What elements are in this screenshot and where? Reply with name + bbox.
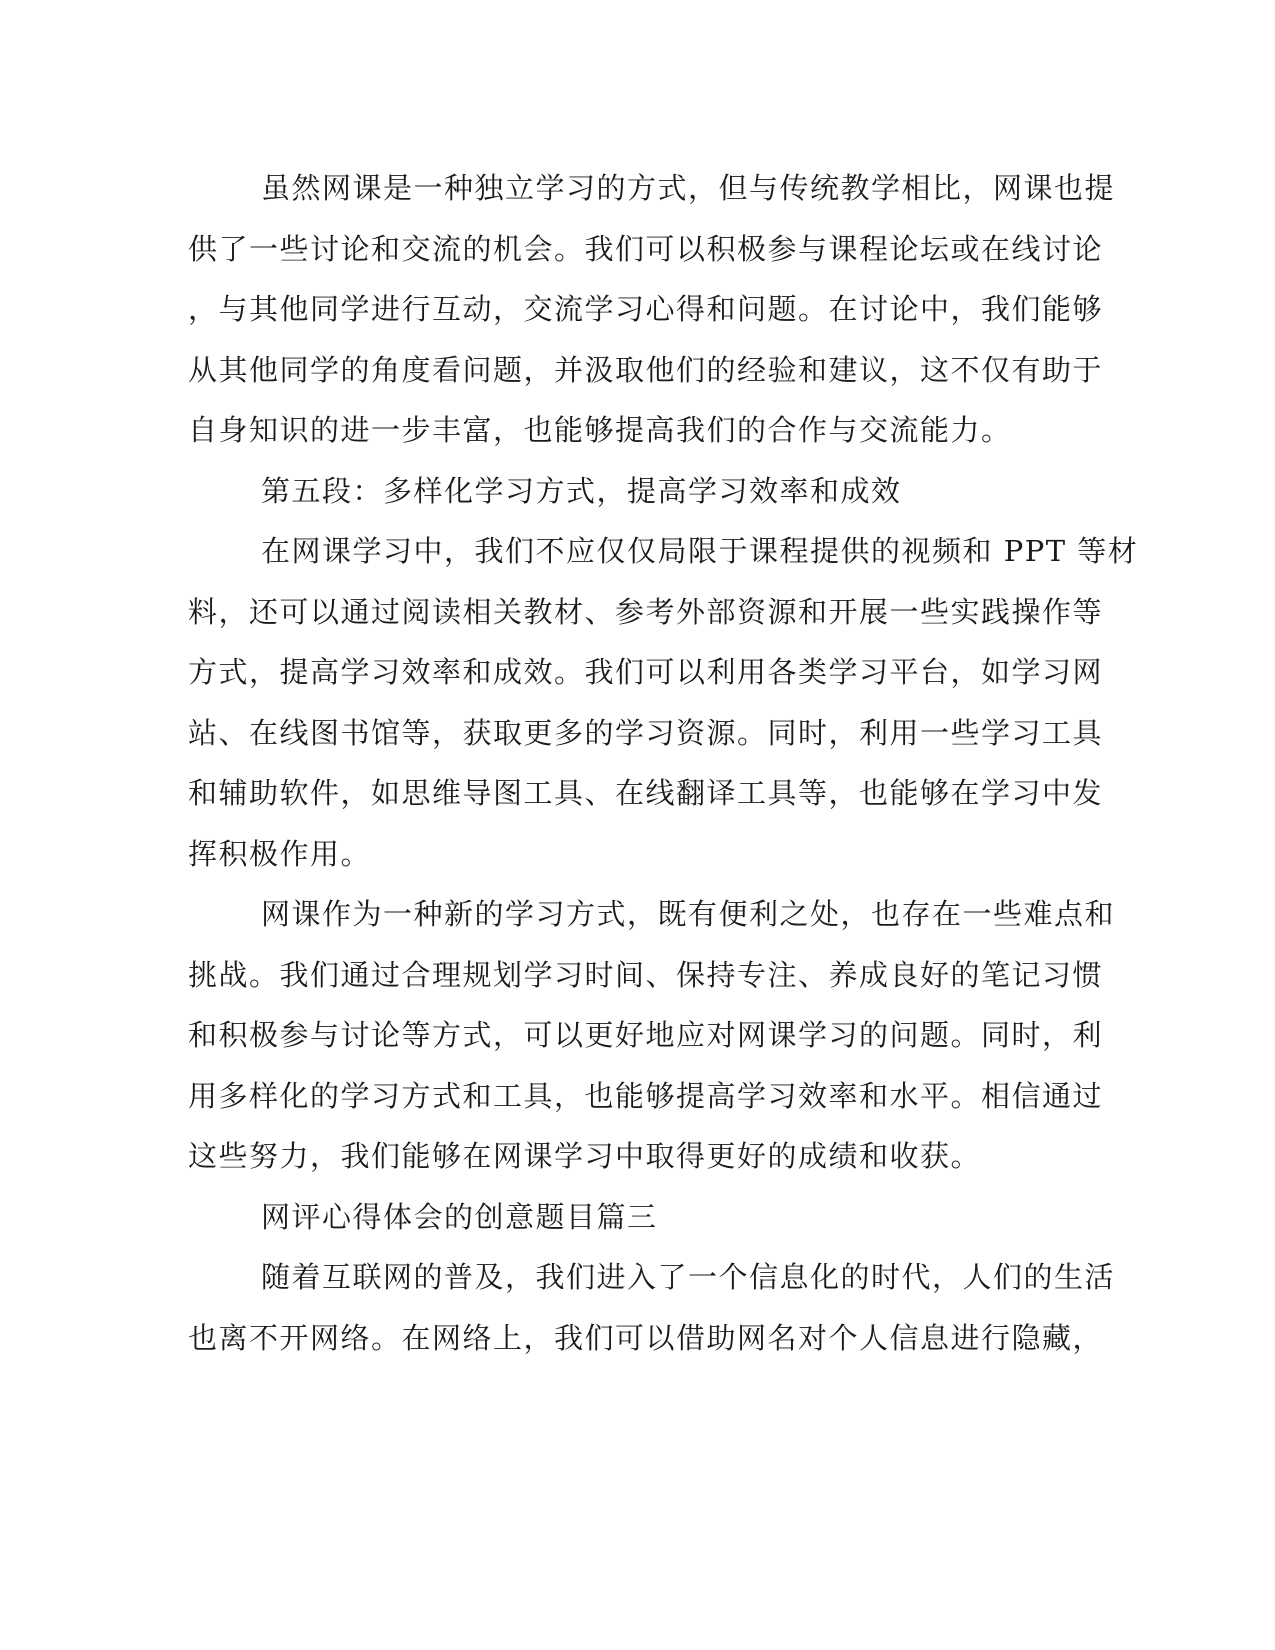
section-heading: 第五段：多样化学习方式，提高学习效率和成效: [261, 473, 902, 508]
text-line: 和积极参与讨论等方式，可以更好地应对网课学习的问题。同时，利: [188, 1018, 1104, 1052]
text-line: 站、在线图书馆等，获取更多的学习资源。同时，利用一些学习工具: [188, 715, 1104, 750]
text-line: 挥积极作用。: [188, 836, 372, 871]
text-line: 自身知识的进一步丰富，也能够提高我们的合作与交流能力。: [188, 413, 1012, 447]
text-line: 虽然网课是一种独立学习的方式，但与传统教学相比，网课也提: [261, 171, 1116, 205]
text-line: 料，还可以通过阅读相关教材、参考外部资源和开展一些实践操作等: [188, 594, 1104, 629]
text-line: ，与其他同学进行互动，交流学习心得和问题。在讨论中，我们能够: [188, 292, 1104, 326]
text-line: 这些努力，我们能够在网课学习中取得更好的成绩和收获。: [188, 1139, 982, 1173]
text-line: 从其他同学的角度看问题，并汲取他们的经验和建议，这不仅有助于: [188, 352, 1104, 387]
section-heading: 网评心得体会的创意题目篇三: [261, 1199, 658, 1234]
text-line: 供了一些讨论和交流的机会。我们可以积极参与课程论坛或在线讨论: [188, 231, 1104, 266]
text-line: 方式，提高学习效率和成效。我们可以利用各类学习平台，如学习网: [188, 655, 1104, 689]
text-line: 用多样化的学习方式和工具，也能够提高学习效率和水平。相信通过: [188, 1078, 1104, 1113]
text-line: 和辅助软件，如思维导图工具、在线翻译工具等，也能够在学习中发: [188, 776, 1104, 810]
text-line: 随着互联网的普及，我们进入了一个信息化的时代，人们的生活: [261, 1260, 1116, 1294]
text-line: 也离不开网络。在网络上，我们可以借助网名对个人信息进行隐藏，: [188, 1320, 1104, 1355]
text-line: 在网课学习中，我们不应仅仅局限于课程提供的视频和 PPT 等材: [261, 534, 1139, 568]
text-line: 挑战。我们通过合理规划学习时间、保持专注、养成良好的笔记习惯: [188, 957, 1104, 992]
text-line: 网课作为一种新的学习方式，既有便利之处，也存在一些难点和: [261, 897, 1116, 931]
document-body: [188, 158, 1139, 1368]
